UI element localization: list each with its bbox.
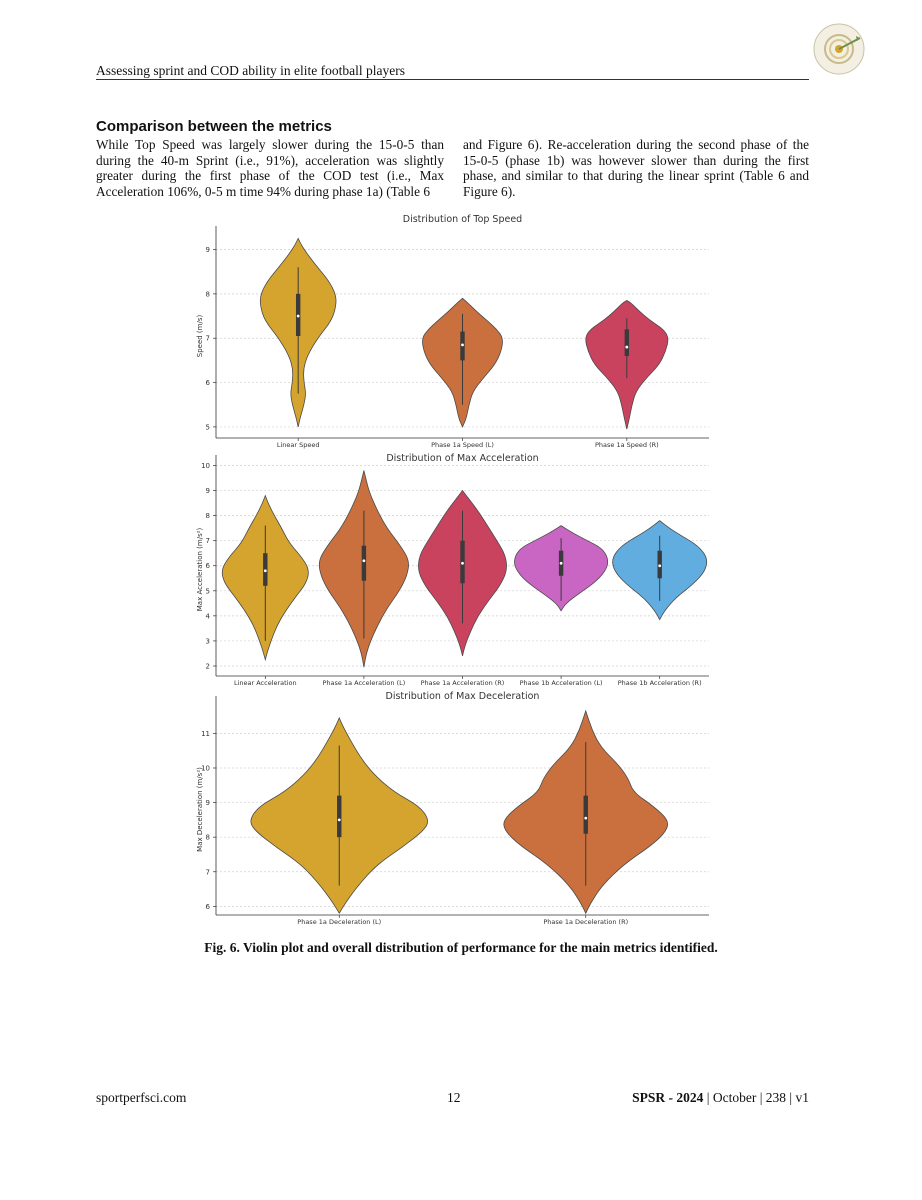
- violin-iqr-box-3: [625, 329, 629, 356]
- violin-median-3: [461, 562, 464, 565]
- footer-journal: [632, 1090, 809, 1106]
- y-tick-label: 10: [201, 462, 210, 471]
- y-tick-label: 7: [205, 868, 210, 877]
- violin-median-1: [297, 315, 300, 318]
- x-tick-label: Phase 1b Acceleration (L): [519, 679, 603, 687]
- y-tick-label: 9: [205, 246, 210, 255]
- violin-median-1: [338, 818, 341, 821]
- violin-median-2: [461, 343, 464, 346]
- y-tick-label: 7: [205, 537, 210, 546]
- y-tick-label: 6: [205, 379, 210, 388]
- y-tick-label: 11: [201, 729, 210, 738]
- y-tick-label: 6: [205, 562, 210, 571]
- y-tick-label: 10: [201, 764, 210, 773]
- body-text-left-column: While Top Speed was largely slower during the 15-0-5 than during the 40-m Sprint (i.e., 91%), acceleration was slightly greater during the first phase of the COD test (i.e., Max Acceleration 106%, 0-5 m time 94% during phase 1a) (Table 6: [96, 137, 444, 199]
- y-tick-label: 9: [205, 487, 210, 496]
- chart-title: Distribution of Max Deceleration: [385, 691, 540, 702]
- x-tick-label: Phase 1a Deceleration (R): [543, 918, 629, 926]
- y-tick-label: 6: [205, 902, 210, 911]
- x-tick-label: Phase 1a Speed (R): [594, 441, 659, 449]
- figure-caption: Fig. 6. Violin plot and overall distribution of performance for the main metrics identified.: [204, 940, 718, 955]
- y-tick-label: 2: [205, 662, 210, 671]
- violin-iqr-box-1: [337, 796, 341, 838]
- chart-title: Distribution of Max Acceleration: [386, 453, 539, 464]
- y-tick-label: 5: [205, 587, 210, 596]
- violin-median-5: [658, 564, 661, 567]
- y-tick-label: 8: [205, 290, 210, 299]
- x-tick-label: Phase 1a Deceleration (L): [297, 918, 382, 926]
- footer-page-number: 12: [447, 1090, 461, 1105]
- y-tick-label: 3: [205, 637, 210, 646]
- running-title: Assessing sprint and COD ability in elite football players: [96, 63, 405, 78]
- y-axis-label: Max Acceleration (m/s²): [196, 527, 204, 612]
- violin-median-3: [625, 346, 628, 349]
- footer-site: sportperfsci.com: [96, 1090, 187, 1105]
- violin-iqr-box-2: [584, 796, 588, 834]
- y-tick-label: 8: [205, 512, 210, 521]
- y-tick-label: 9: [205, 799, 210, 808]
- section-heading: Comparison between the metrics: [96, 118, 332, 135]
- y-tick-label: 4: [205, 612, 210, 621]
- x-tick-label: Phase 1a Acceleration (L): [322, 679, 406, 687]
- violin-median-4: [560, 562, 563, 565]
- chart-title: Distribution of Top Speed: [402, 214, 523, 225]
- x-tick-label: Linear Acceleration: [233, 679, 297, 687]
- y-axis-label: Speed (m/s): [196, 314, 204, 358]
- y-tick-label: 5: [205, 423, 210, 432]
- violin-median-2: [363, 559, 366, 562]
- x-tick-label: Phase 1a Speed (L): [431, 441, 494, 449]
- y-tick-label: 8: [205, 833, 210, 842]
- violin-median-1: [264, 569, 267, 572]
- x-tick-label: Phase 1b Acceleration (R): [617, 679, 702, 687]
- footer-journal-name: SPSR - 2024: [632, 1090, 704, 1105]
- x-tick-label: Linear Speed: [276, 441, 320, 449]
- body-text-right-column: and Figure 6). Re-acceleration during the second phase of the 15-0-5 (phase 1b) was however slower than during the first phase, and similar to that during the linear sprint (Table 6 and Figure 6).: [463, 137, 809, 199]
- violin-iqr-box-2: [362, 546, 366, 581]
- x-tick-label: Phase 1a Acceleration (R): [420, 679, 505, 687]
- y-axis-label: Max Deceleration (m/s²): [196, 767, 204, 852]
- y-tick-label: 7: [205, 334, 210, 343]
- footer-journal-details: | October | 238 | v1: [706, 1090, 809, 1105]
- violin-median-2: [584, 817, 587, 820]
